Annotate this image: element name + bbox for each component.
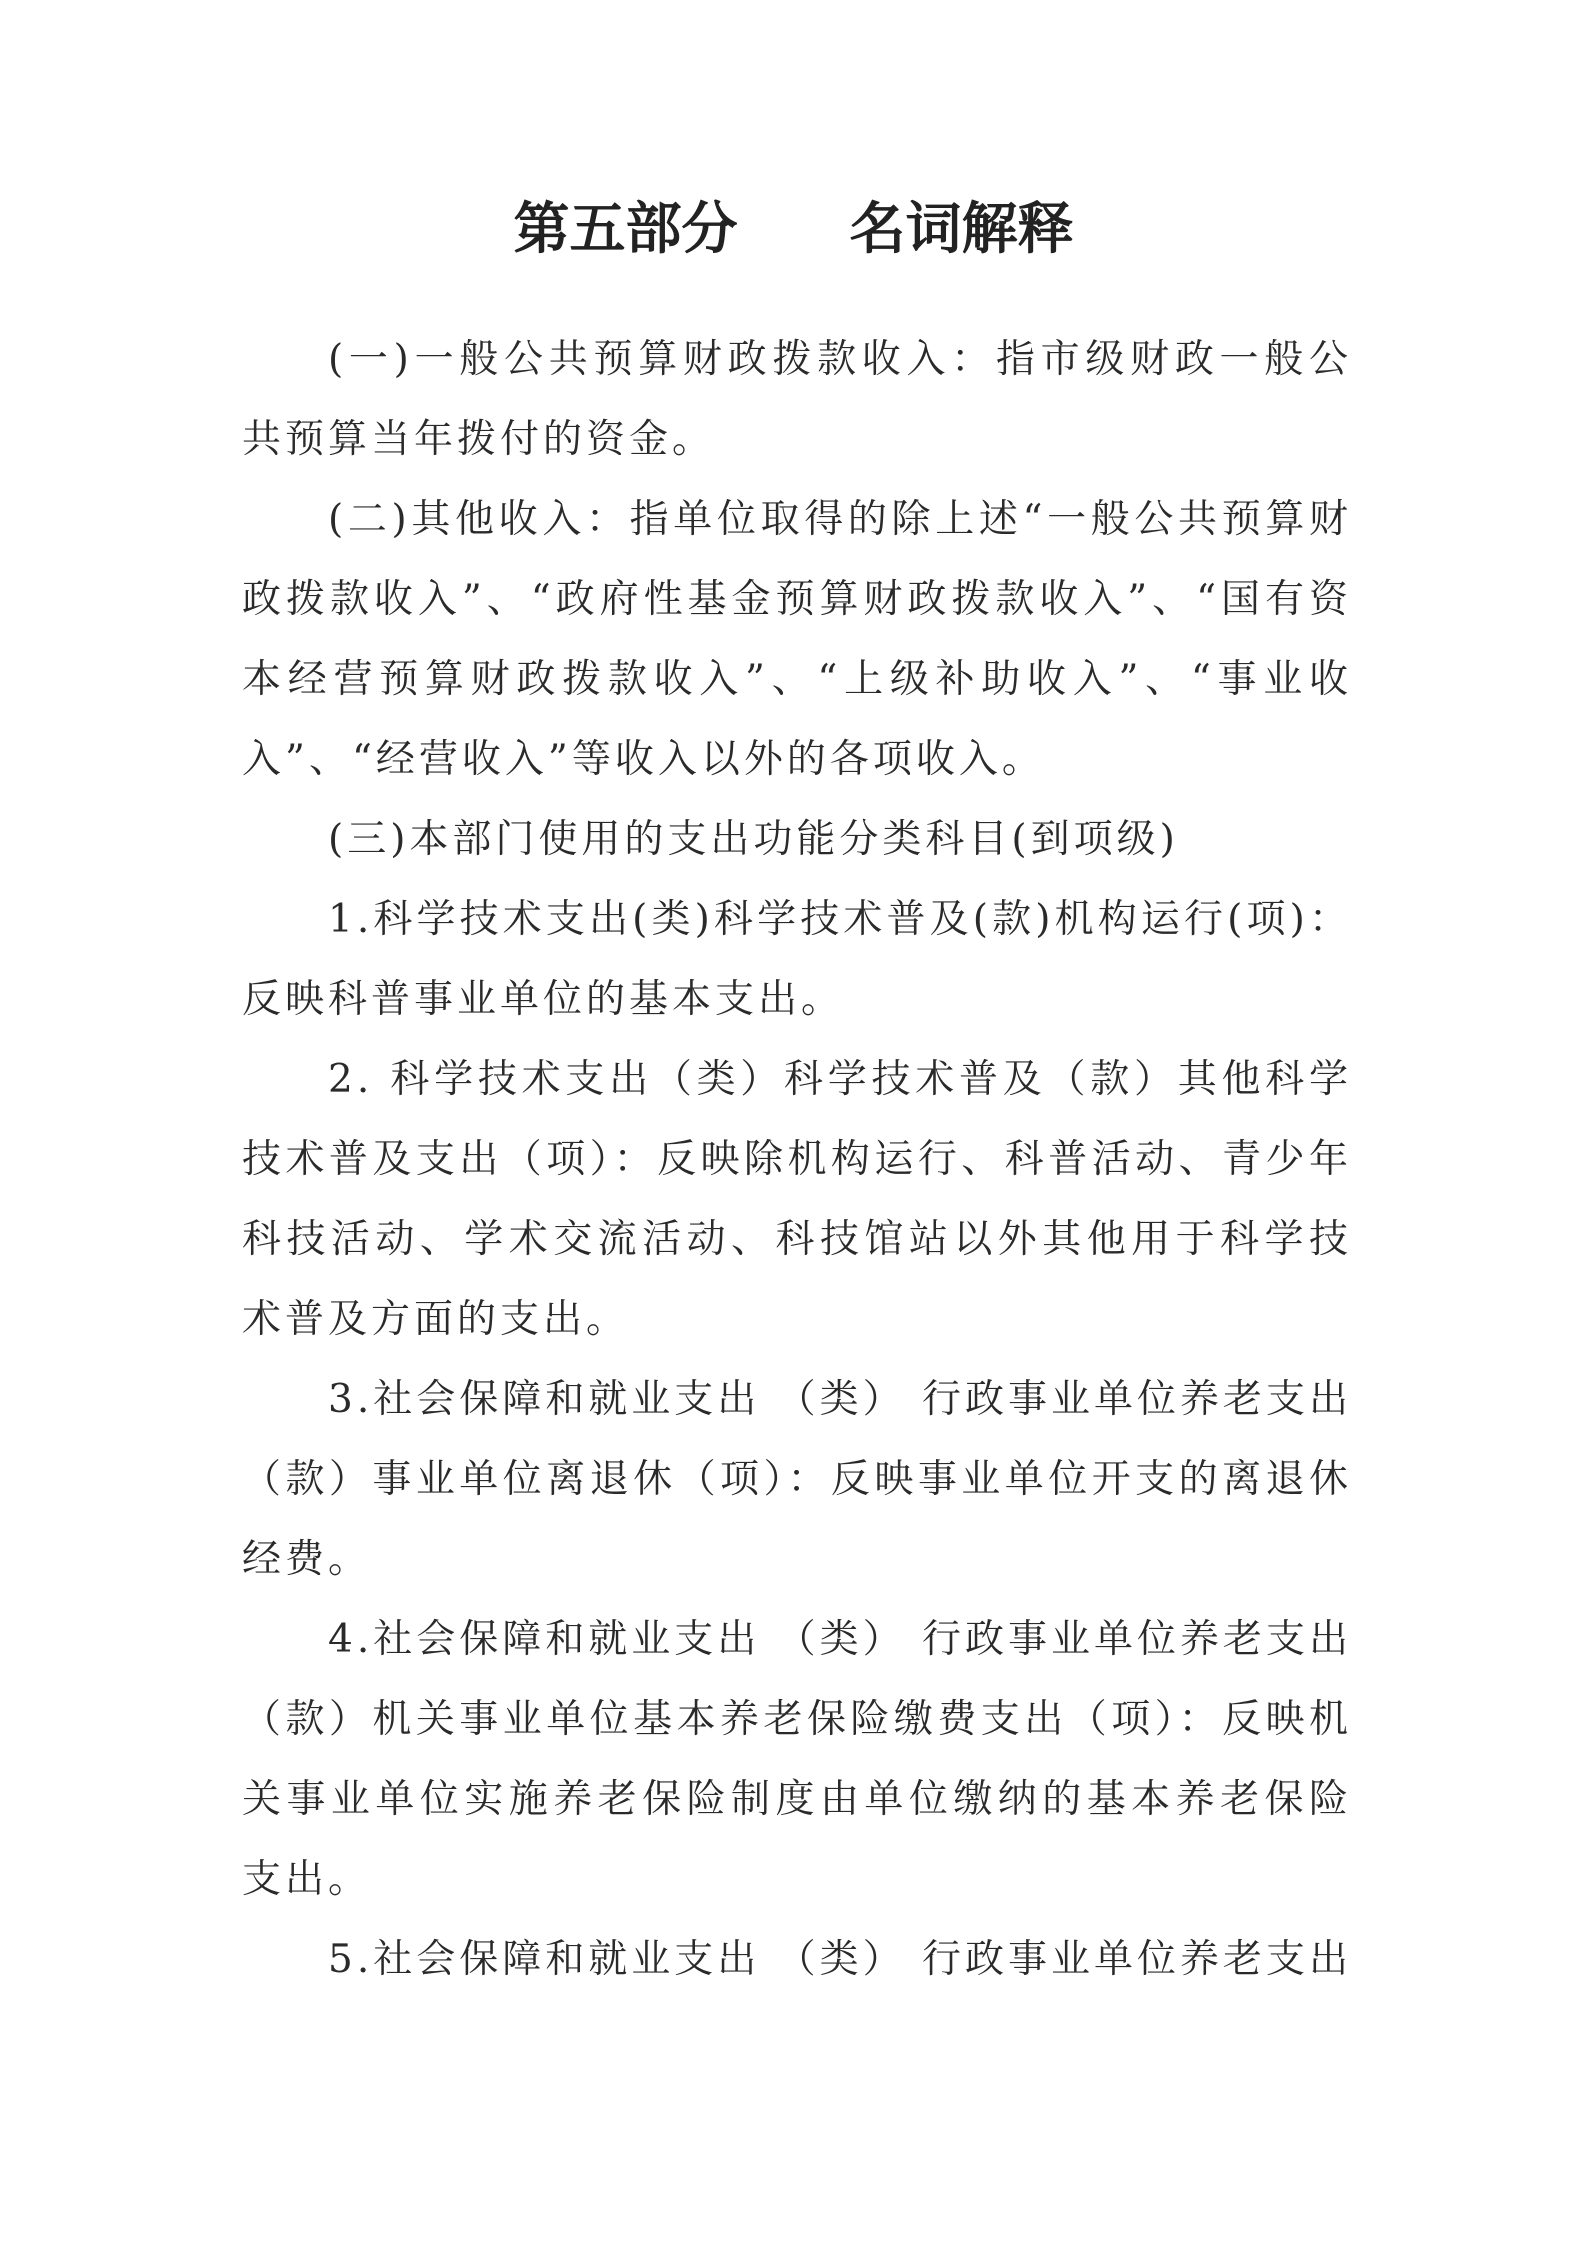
document-body — [242, 320, 1352, 2000]
paragraph-expenditure-categories-heading: (三)本部门使用的支出功能分类科目(到项级) — [328, 817, 1179, 862]
paragraph-item-3: 3.社会保障和就业支出 （类） 行政事业单位养老支出（款）事业单位离退休（项）：反映事业单位开支的离退休经费。 — [242, 1377, 1353, 1582]
paragraph-item-2: 2. 科学技术支出（类）科学技术普及（款）其他科学技术普及支出（项）：反映除机构运行、科普活动、青少年科技活动、学术交流活动、科技馆站以外其他用于科学技术普及方面的支出。 — [242, 1057, 1352, 1342]
paragraph-general-budget-income: (一)一般公共预算财政拨款收入：指市级财政一般公共预算当年拨付的资金。 — [242, 337, 1352, 462]
page-title: 第五部分 名词解释 — [513, 197, 1074, 262]
paragraph-item-5: 5.社会保障和就业支出 （类） 行政事业单位养老支出 — [328, 1937, 1353, 1982]
paragraph-item-1: 1.科学技术支出(类)科学技术普及(款)机构运行(项)：反映科普事业单位的基本支出。 — [242, 897, 1352, 1022]
paragraph-item-4: 4.社会保障和就业支出 （类） 行政事业单位养老支出（款）机关事业单位基本养老保险缴费支出（项）：反映机关事业单位实施养老保险制度由单位缴纳的基本养老保险支出。 — [242, 1617, 1353, 1902]
paragraph-other-income: (二)其他收入：指单位取得的除上述“一般公共预算财政拨款收入”、“政府性基金预算财政拨款收入”、“国有资本经营预算财政拨款收入”、“上级补助收入”、“事业收入”、“经营收入”等收入以外的各项收入。 — [242, 497, 1352, 782]
